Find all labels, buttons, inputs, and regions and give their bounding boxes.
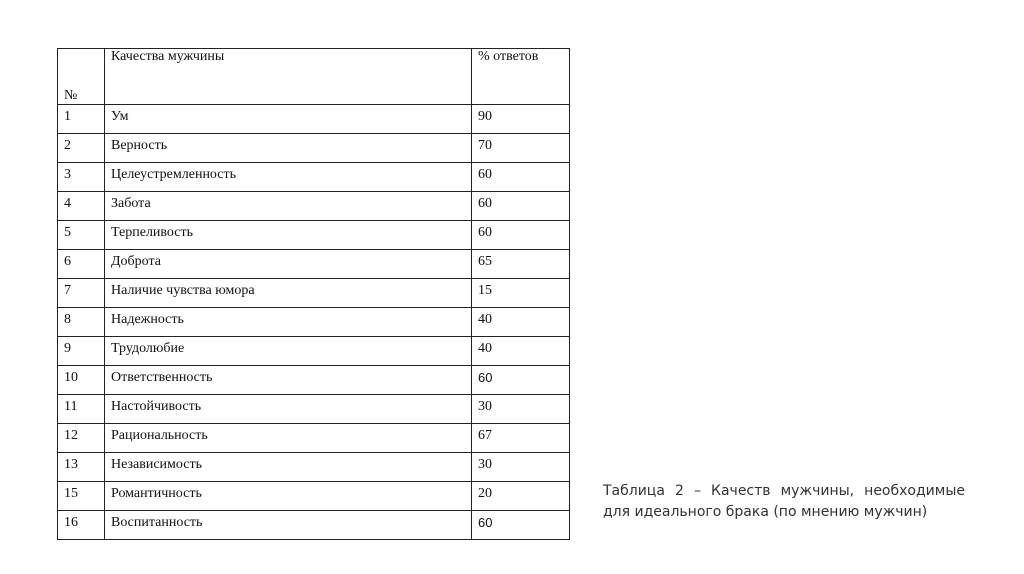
table-row — [58, 279, 570, 308]
table-row — [58, 482, 570, 511]
row-percent: 20 — [472, 482, 570, 511]
row-number: 8 — [58, 308, 105, 337]
row-percent: 40 — [472, 308, 570, 337]
table-row — [58, 511, 570, 540]
table-row — [58, 221, 570, 250]
table-caption: Таблица 2 – Качеств мужчины, необходимые для идеального брака (по мнению мужчин) — [603, 483, 965, 520]
row-quality: Ум — [105, 105, 472, 134]
row-quality: Терпеливость — [105, 221, 472, 250]
table-header-row — [58, 49, 570, 105]
row-number: 15 — [58, 482, 105, 511]
table-row — [58, 134, 570, 163]
header-number: № — [58, 49, 105, 105]
row-percent: 40 — [472, 337, 570, 366]
row-number: 11 — [58, 395, 105, 424]
row-quality: Настойчивость — [105, 395, 472, 424]
row-percent: 15 — [472, 279, 570, 308]
row-quality: Надежность — [105, 308, 472, 337]
row-percent: 60 — [472, 511, 570, 540]
header-quality: Качества мужчины — [105, 49, 472, 105]
table-row — [58, 366, 570, 395]
table-row — [58, 250, 570, 279]
row-quality: Воспитанность — [105, 511, 472, 540]
table-row — [58, 337, 570, 366]
row-number: 12 — [58, 424, 105, 453]
header-percent: % ответов — [472, 49, 570, 105]
row-percent: 70 — [472, 134, 570, 163]
row-percent: 60 — [472, 163, 570, 192]
row-number: 3 — [58, 163, 105, 192]
row-percent: 30 — [472, 395, 570, 424]
row-number: 7 — [58, 279, 105, 308]
row-percent: 65 — [472, 250, 570, 279]
row-quality: Рациональность — [105, 424, 472, 453]
table-row — [58, 163, 570, 192]
row-quality: Забота — [105, 192, 472, 221]
table-row — [58, 192, 570, 221]
row-percent: 30 — [472, 453, 570, 482]
row-quality: Доброта — [105, 250, 472, 279]
row-quality: Верность — [105, 134, 472, 163]
row-quality: Трудолюбие — [105, 337, 472, 366]
table-row — [58, 308, 570, 337]
row-percent: 60 — [472, 192, 570, 221]
row-number: 4 — [58, 192, 105, 221]
row-number: 5 — [58, 221, 105, 250]
row-quality: Ответственность — [105, 366, 472, 395]
table-row — [58, 453, 570, 482]
qualities-table — [57, 48, 570, 540]
row-number: 1 — [58, 105, 105, 134]
row-number: 16 — [58, 511, 105, 540]
row-percent: 60 — [472, 366, 570, 395]
row-percent: 67 — [472, 424, 570, 453]
row-number: 9 — [58, 337, 105, 366]
row-percent: 60 — [472, 221, 570, 250]
row-quality: Наличие чувства юмора — [105, 279, 472, 308]
row-quality: Целеустремленность — [105, 163, 472, 192]
row-number: 10 — [58, 366, 105, 395]
row-number: 13 — [58, 453, 105, 482]
row-quality: Романтичность — [105, 482, 472, 511]
table-row — [58, 105, 570, 134]
row-number: 6 — [58, 250, 105, 279]
row-percent: 90 — [472, 105, 570, 134]
table-row — [58, 395, 570, 424]
table-row — [58, 424, 570, 453]
row-number: 2 — [58, 134, 105, 163]
row-quality: Независимость — [105, 453, 472, 482]
